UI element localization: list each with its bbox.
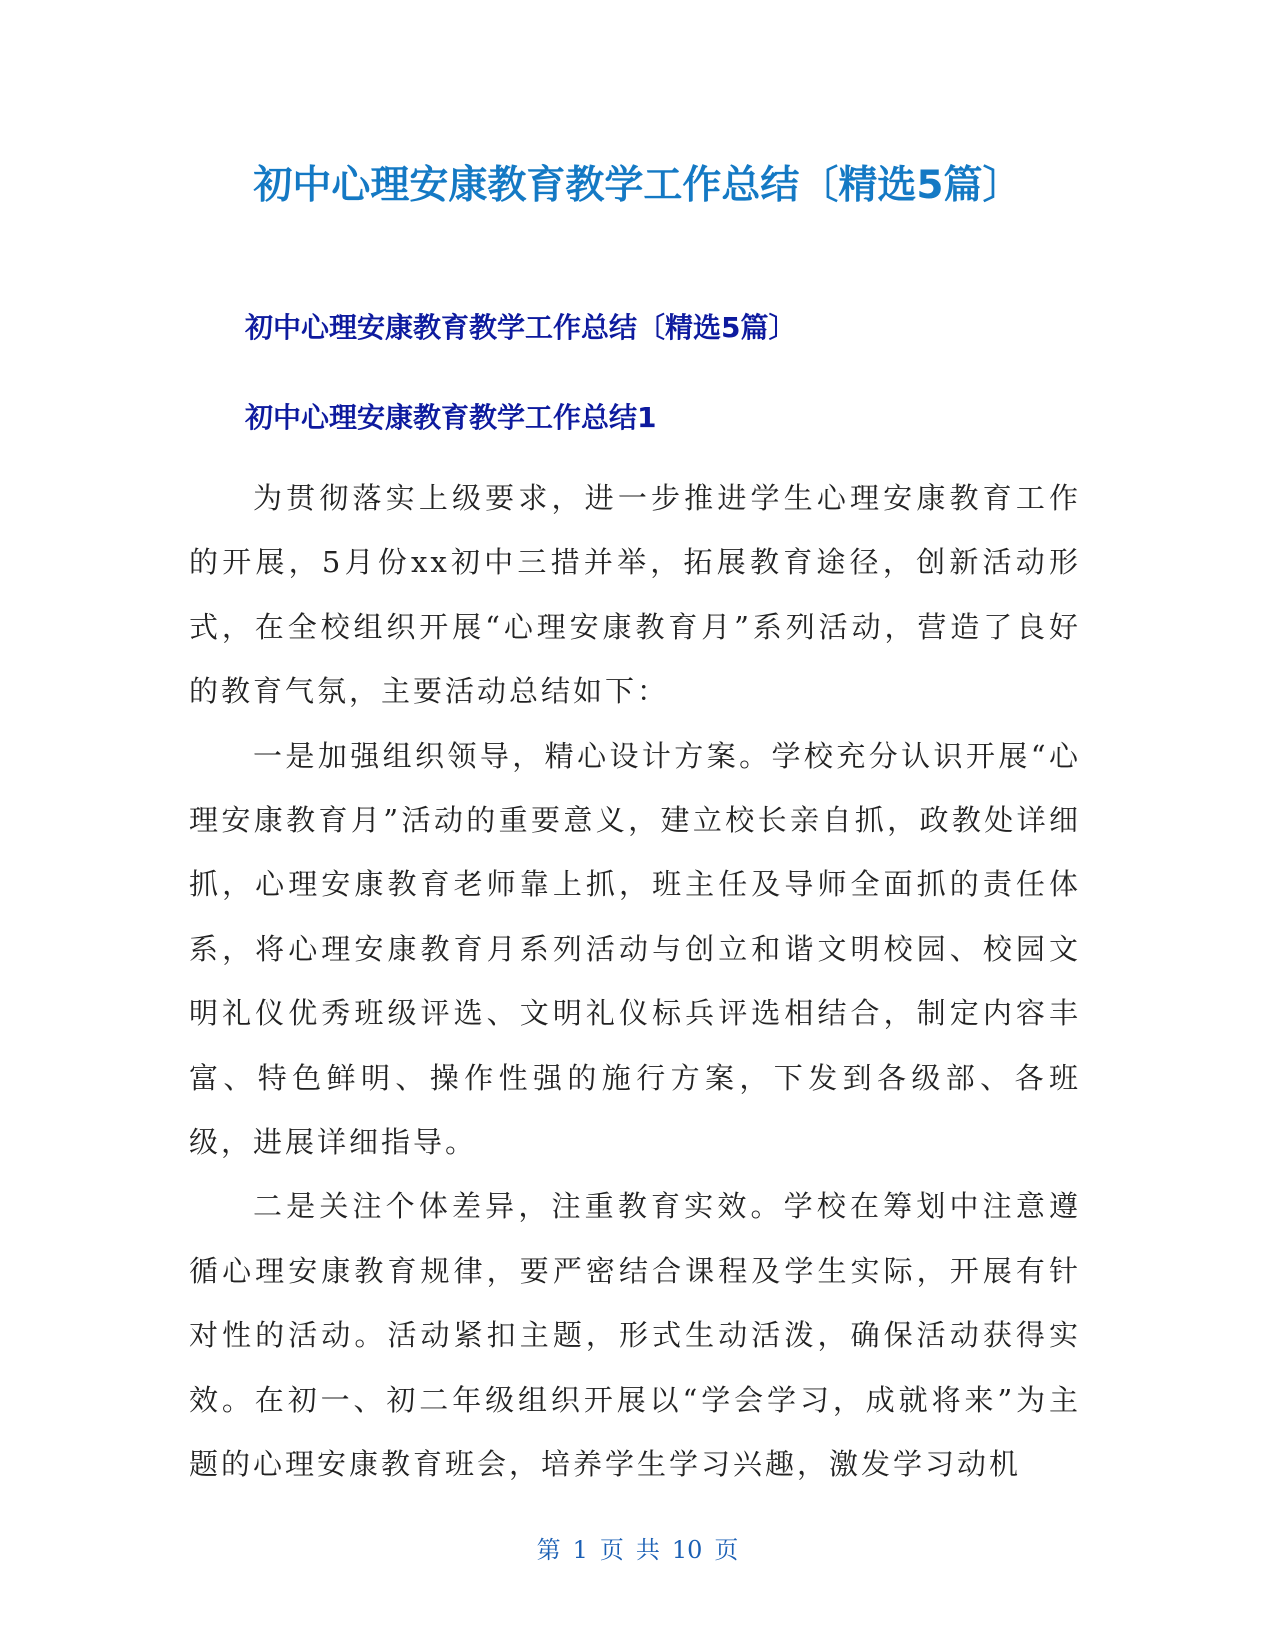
section-heading: 初中心理安康教育教学工作总结1 xyxy=(245,401,657,434)
body-paragraph: 为贯彻落实上级要求，进一步推进学生心理安康教育工作的开展，5月份xx初中三措并举，拓展教育途径，创新活动形式，在全校组织开展“心理安康教育月”系列活动，营造了良好的教育气氛，主要活动总结如下： xyxy=(189,481,1081,709)
document-title: 初中心理安康教育教学工作总结〔精选5篇〕 xyxy=(253,163,1022,208)
page-label-prefix: 第 xyxy=(536,1536,561,1564)
page-label-mid: 页 xyxy=(599,1536,624,1564)
total-pages-number: 10 xyxy=(671,1536,703,1564)
body-paragraph: 二是关注个体差异，注重教育实效。学校在筹划中注意遵循心理安康教育规律，要严密结合课程及学生实际，开展有针对性的活动。活动紧扣主题，形式生动活泼，确保活动获得实效。在初一、初二年级组织开展以“学会学习，成就将来”为主题的心理安康教育班会，培养学生学习兴趣，激发学习动机 xyxy=(189,1189,1081,1482)
page-label-suffix: 页 xyxy=(714,1536,739,1564)
body-paragraph: 一是加强组织领导，精心设计方案。学校充分认识开展“心理安康教育月”活动的重要意义，建立校长亲自抓，政教处详细抓，心理安康教育老师靠上抓，班主任及导师全面抓的责任体系，将心理安康教育月系列活动与创立和谐文明校园、校园文明礼仪优秀班级评选、文明礼仪标兵评选相结合，制定内容丰富、特色鲜明、操作性强的施行方案，下发到各级部、各班级，进展详细指导。 xyxy=(189,738,1081,1160)
document-body xyxy=(189,466,1081,1497)
page-label-total-prefix: 共 xyxy=(635,1536,660,1564)
document-subtitle: 初中心理安康教育教学工作总结〔精选5篇〕 xyxy=(245,311,797,344)
page-footer xyxy=(0,1533,1275,1567)
current-page-number: 1 xyxy=(572,1536,588,1564)
